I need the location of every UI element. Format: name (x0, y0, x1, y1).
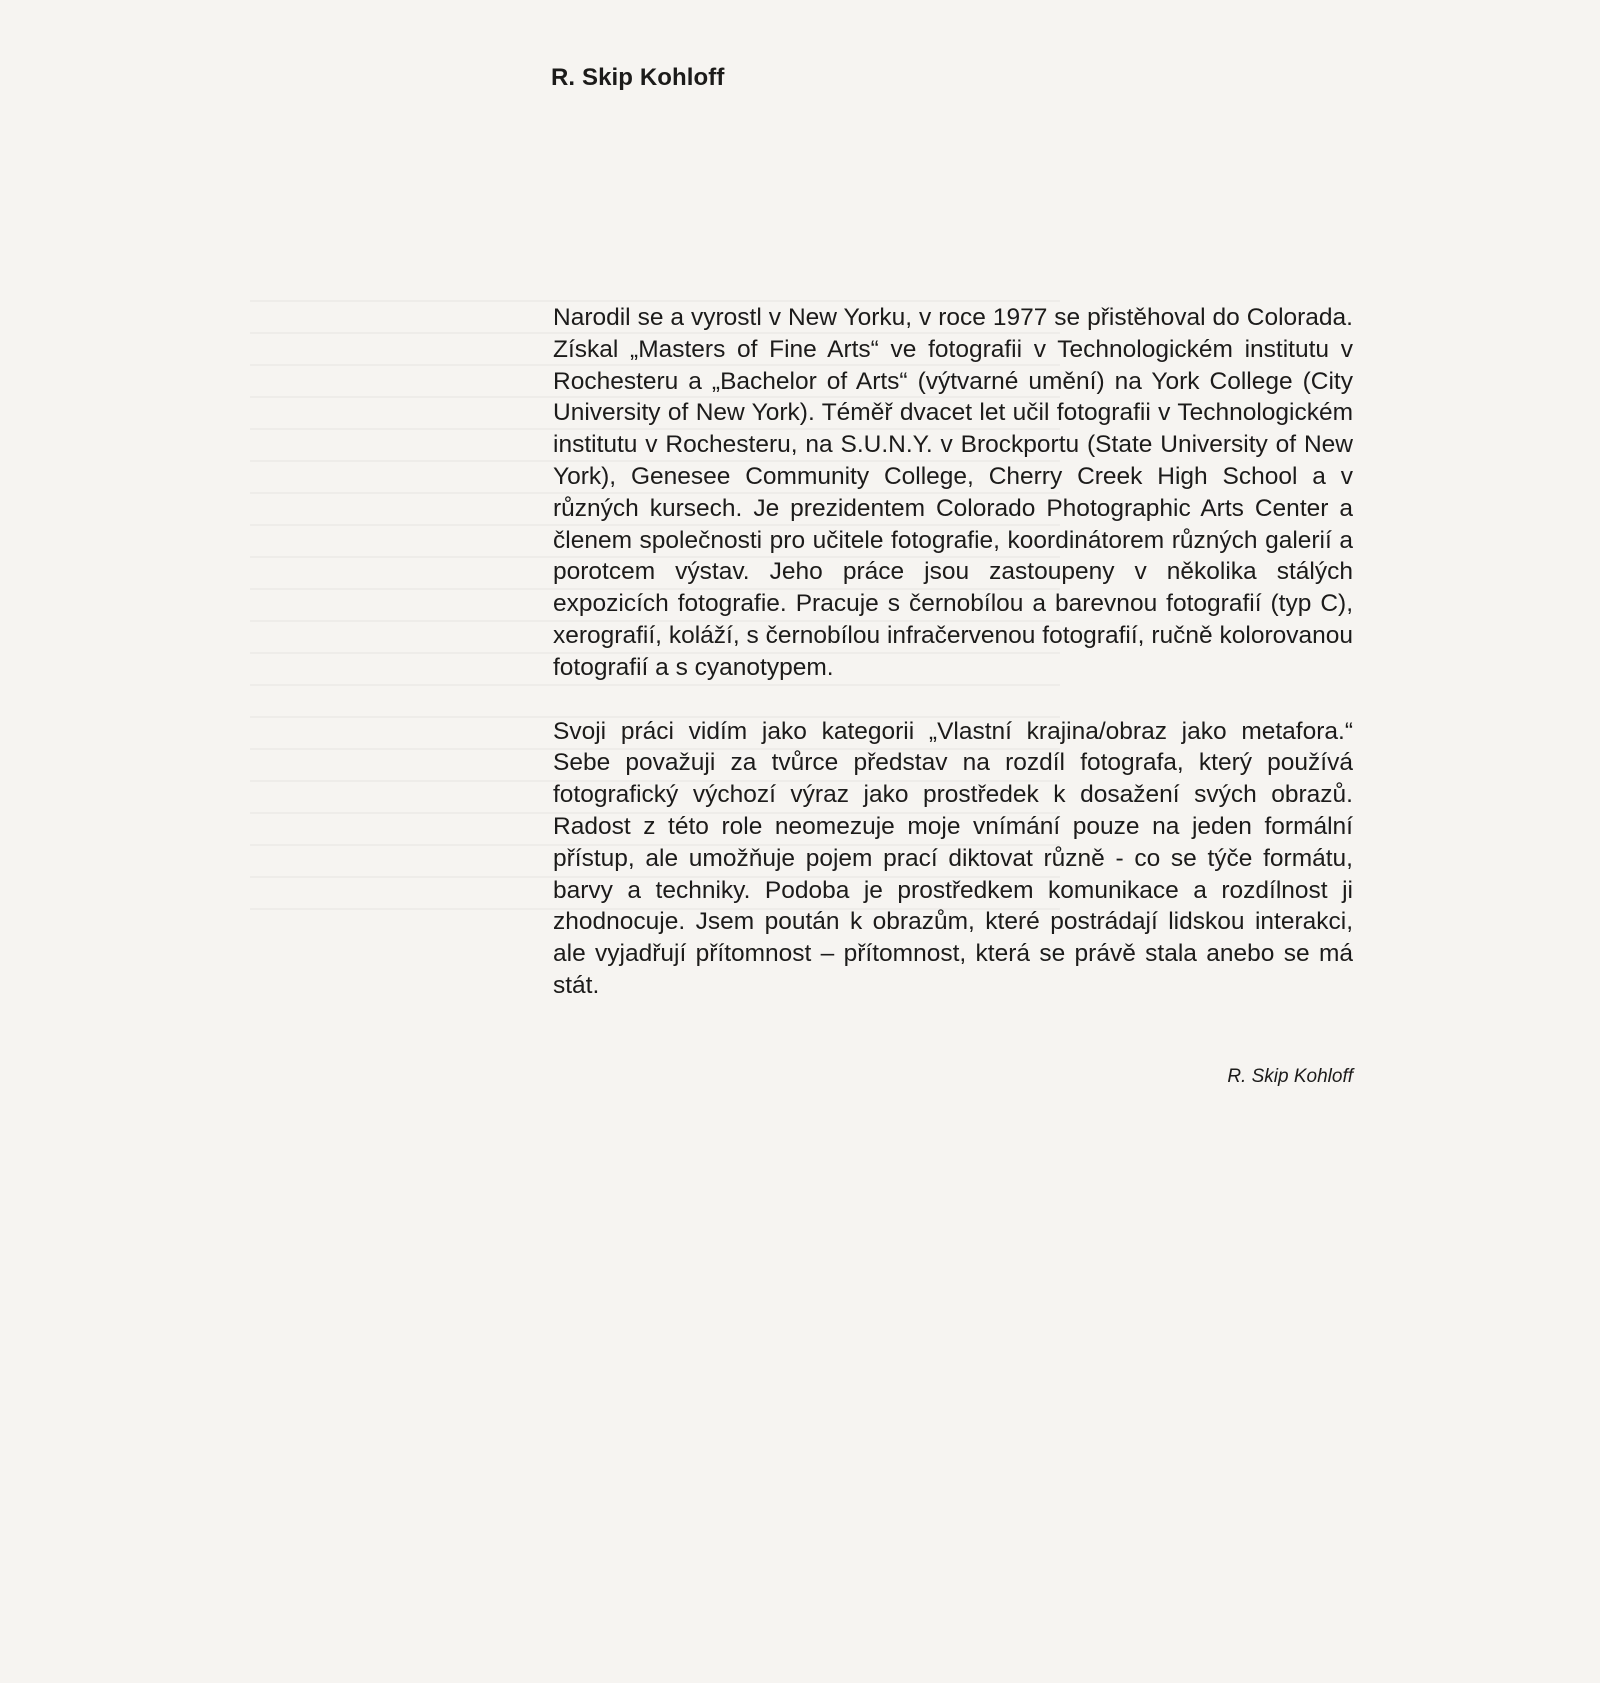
biography-text (553, 302, 1353, 1002)
author-signature: R. Skip Kohloff (1227, 1066, 1353, 1087)
biography-paragraph: Narodil se a vyrostl v New Yorku, v roce 1977 se přistěhoval do Colorada. Získal „Masters of Fine Arts“ ve fotografii v Technologickém institutu v Rochesteru a „Bachelor of Arts“ (výtvarné umění) na York College (City University of New York). Téměř dvacet let učil fotografii v Technologickém institutu v Rochesteru, na S.U.N.Y. v Brockportu (State University of New York), Genesee Community College, Cherry Creek High School a v různých kursech. Je prezidentem Colorado Photographic Arts Center a členem společnosti pro učitele fotografie, koordinátorem různých galerií a porotcem výstav. Jeho práce jsou zastoupeny v několika stálých expozicích fotografie. Pracuje s černobílou a barevnou fotografií (typ C), xerografií, koláží, s černobílou infračervenou fotografií, ručně kolorovanou fotografií a s cyanotypem. (553, 304, 1353, 681)
page-title: R. Skip Kohloff (551, 64, 725, 91)
artist-statement-paragraph: Svoji práci vidím jako kategorii „Vlastní krajina/obraz jako metafora.“ Sebe považuji za tvůrce představ na rozdíl fotografa, který používá fotografický výchozí výraz jako prostředek k dosažení svých obrazů. Radost z této role neomezuje moje vnímání pouze na jeden formální přístup, ale umožňuje pojem prací diktovat různě - co se týče formátu, barvy a techniky. Podoba je prostředkem komunikace a rozdílnost ji zhodnocuje. Jsem poután k obrazům, které postrádají lidskou interakci, ale vyjadřují přítomnost – přítomnost, která se právě stala anebo se má stát. (553, 717, 1353, 999)
